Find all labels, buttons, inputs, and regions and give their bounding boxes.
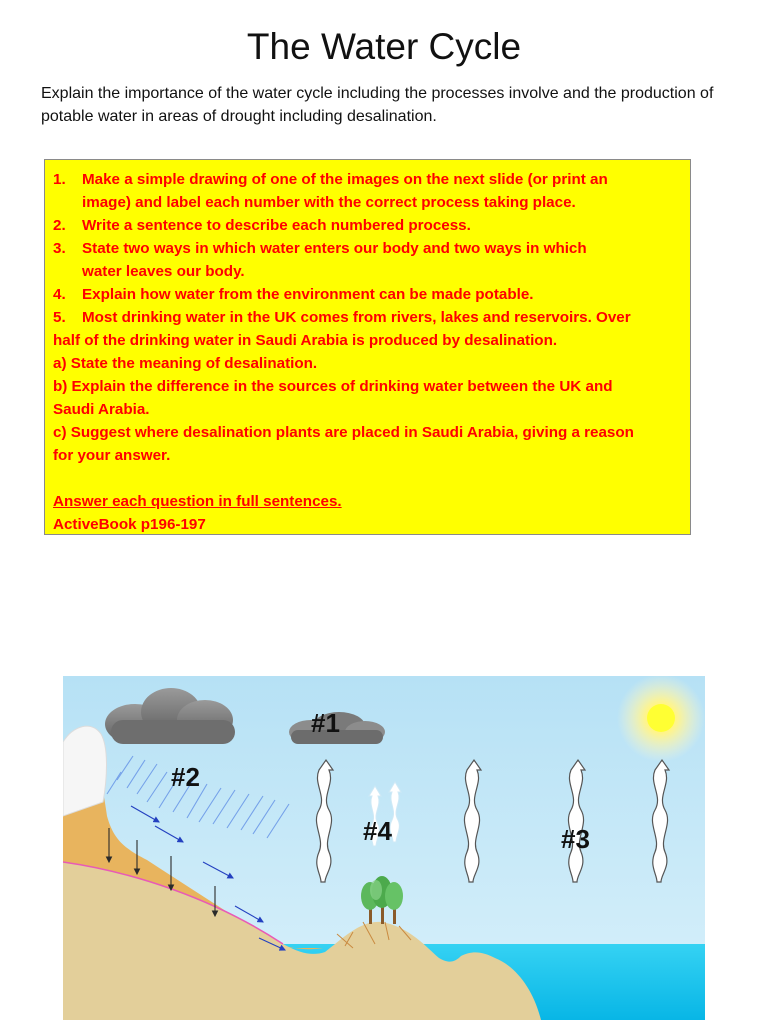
snow-cap: [63, 726, 107, 816]
task-5b-line-1: b) Explain the difference in the sources of drinking water between the UK and: [53, 378, 613, 395]
task-4-number: 4.: [53, 286, 66, 303]
task-1-number: 1.: [53, 171, 66, 188]
task-5-text-1: Most drinking water in the UK comes from rivers, lakes and reservoirs. Over: [82, 309, 631, 326]
task-1-line-1: [53, 168, 682, 191]
evaporation-arrow-1: [316, 760, 333, 882]
task-3-text-2: water leaves our body.: [82, 263, 245, 280]
task-3-line-1: [53, 237, 682, 260]
instruction-line: [53, 490, 682, 513]
diagram-label-3: #3: [561, 824, 590, 854]
task-1-text-1: Make a simple drawing of one of the images on the next slide (or print an: [82, 171, 608, 188]
task-3-number: 3.: [53, 240, 66, 257]
task-5c-line-1: c) Suggest where desalination plants are placed in Saudi Arabia, giving a reason: [53, 424, 634, 441]
water-cycle-diagram: [63, 676, 705, 1020]
task-4-text: Explain how water from the environment can be made potable.: [82, 286, 534, 303]
evaporation-arrow-2: [464, 760, 481, 882]
spacer: [53, 467, 682, 490]
evaporation-arrow-4: [652, 760, 669, 882]
intro-text: Explain the importance of the water cycle including the processes involve and the production of potable water in areas of drought including desalination.: [41, 85, 714, 125]
diagram-label-4: #4: [363, 816, 392, 846]
sun-icon: [647, 704, 675, 732]
task-5b-line-2: Saudi Arabia.: [53, 401, 150, 418]
task-5a: a) State the meaning of desalination.: [53, 355, 318, 372]
page-title: The Water Cycle: [246, 26, 522, 67]
diagram-label-2: #2: [171, 762, 200, 792]
task-5-text-2: half of the drinking water in Saudi Arabia is produced by desalination.: [53, 332, 558, 349]
task-2-text: Write a sentence to describe each numbered process.: [82, 217, 471, 234]
task-5-number: 5.: [53, 309, 66, 326]
task-2: [53, 214, 682, 237]
diagram-label-1: #1: [311, 708, 340, 738]
task-2-number: 2.: [53, 217, 66, 234]
instruction-text: Answer each question in full sentences.: [53, 493, 342, 510]
task-4: [53, 283, 682, 306]
book-reference: ActiveBook p196-197: [53, 516, 206, 533]
task-5-line-1: [53, 306, 682, 329]
task-5c-line-2: for your answer.: [53, 447, 171, 464]
task-box: [44, 159, 691, 535]
evaporation-arrow-3: [568, 760, 585, 882]
task-1-text-2: image) and label each number with the correct process taking place.: [82, 194, 576, 211]
task-3-text-1: State two ways in which water enters our body and two ways in which: [82, 240, 587, 257]
